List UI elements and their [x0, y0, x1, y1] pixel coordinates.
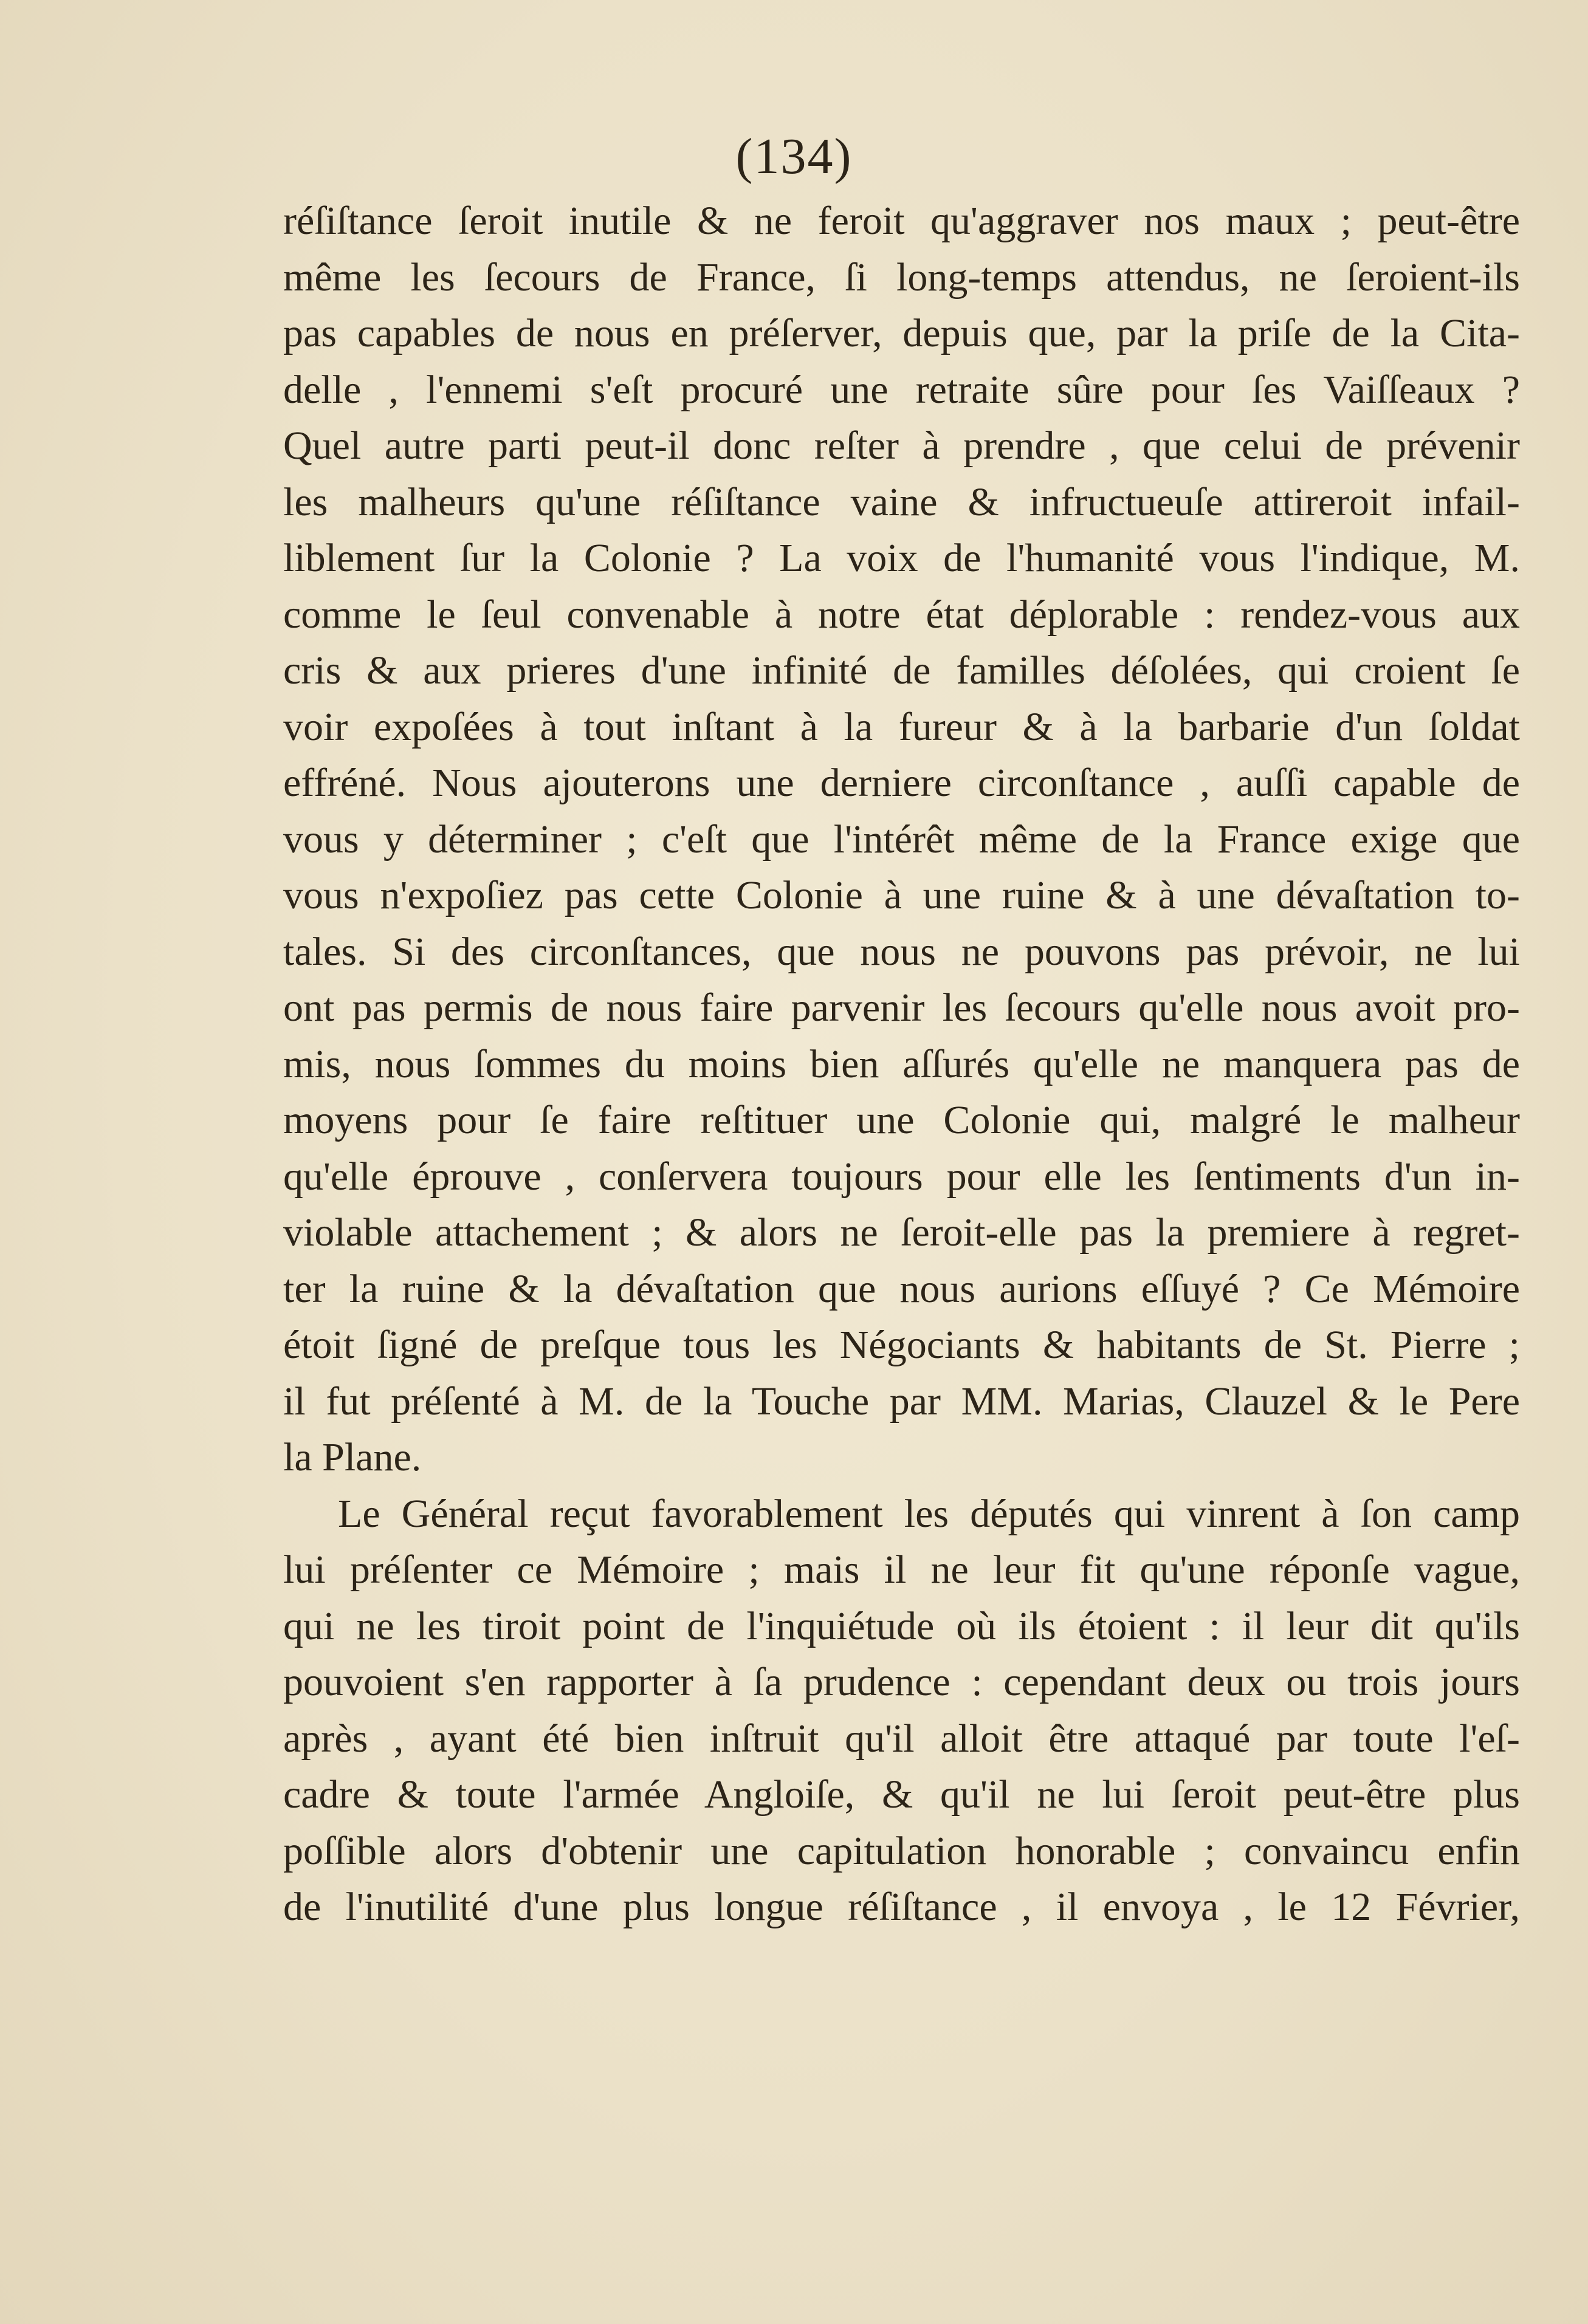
text-line: delle , l'ennemi s'eſt procuré une retraite sûre pour ſes Vaiſſeaux ?: [283, 367, 1520, 412]
text-line: voir expoſées à tout inſtant à la fureur & à la barbarie d'un ſoldat: [283, 704, 1520, 749]
text-line: tales. Si des circonſtances, que nous ne pouvons pas prévoir, ne lui: [283, 929, 1520, 974]
text-line: pouvoient s'en rapporter à ſa prudence : cependant deux ou trois jours: [283, 1660, 1520, 1704]
text-line: qu'elle éprouve , conſervera toujours pour elle les ſentiments d'un in-: [283, 1154, 1520, 1199]
text-line: de l'inutilité d'une plus longue réſiſtance , il envoya , le 12 Février,: [283, 1885, 1520, 1929]
text-line: pas capables de nous en préſerver, depuis que, par la priſe de la Cita-: [283, 311, 1520, 355]
text-line: étoit ſigné de preſque tous les Négociants & habitants de St. Pierre ;: [283, 1323, 1520, 1367]
text-line: Le Général reçut favorablement les députés qui vinrent à ſon camp: [338, 1491, 1520, 1536]
text-line: effréné. Nous ajouterons une derniere circonſtance , auſſi capable de: [283, 761, 1520, 805]
text-line: liblement ſur la Colonie ? La voix de l'humanité vous l'indique, M.: [283, 536, 1520, 580]
page-number: (134): [735, 128, 853, 185]
paragraph-2: [283, 1486, 1520, 1936]
body-text: [283, 193, 1520, 1936]
text-line: ter la ruine & la dévaſtation que nous aurions eſſuyé ? Ce Mémoire: [283, 1266, 1520, 1311]
text-line: moyens pour ſe faire reſtituer une Colonie qui, malgré le malheur: [283, 1098, 1520, 1142]
paragraph-1: [283, 193, 1520, 1486]
text-line: cadre & toute l'armée Angloiſe, & qu'il ne lui ſeroit peut-être plus: [283, 1772, 1520, 1817]
text-line: qui ne les tiroit point de l'inquiétude où ils étoient : il leur dit qu'ils: [283, 1603, 1520, 1648]
text-line: réſiſtance ſeroit inutile & ne feroit qu'aggraver nos maux ; peut-être: [283, 199, 1520, 243]
text-line: même les ſecours de France, ſi long-temps attendus, ne ſeroient-ils: [283, 255, 1520, 300]
text-line: mis, nous ſommes du moins bien aſſurés qu'elle ne manquera pas de: [283, 1041, 1520, 1086]
text-line: les malheurs qu'une réſiſtance vaine & infructueuſe attireroit infail-: [283, 479, 1520, 524]
text-line: comme le ſeul convenable à notre état déplorable : rendez-vous aux: [283, 592, 1520, 637]
text-line: il fut préſenté à M. de la Touche par MM. Marias, Clauzel & le Pere: [283, 1379, 1520, 1424]
text-line: Quel autre parti peut-il donc reſter à prendre , que celui de prévenir: [283, 423, 1520, 468]
text-line: cris & aux prieres d'une infinité de familles déſolées, qui croient ſe: [283, 648, 1520, 693]
text-line: après , ayant été bien inſtruit qu'il alloit être attaqué par toute l'eſ-: [283, 1716, 1520, 1761]
text-line: poſſible alors d'obtenir une capitulation honorable ; convaincu enfin: [283, 1828, 1520, 1873]
text-line: la Plane.: [283, 1435, 422, 1479]
text-line: lui préſenter ce Mémoire ; mais il ne leur fit qu'une réponſe vague,: [283, 1548, 1520, 1592]
text-line: violable attachement ; & alors ne ſeroit-elle pas la premiere à regret-: [283, 1210, 1520, 1255]
text-line: vous n'expoſiez pas cette Colonie à une ruine & à une dévaſtation to-: [283, 873, 1520, 917]
text-line: ont pas permis de nous faire parvenir les ſecours qu'elle nous avoit pro-: [283, 985, 1520, 1030]
text-line: vous y déterminer ; c'eſt que l'intérêt même de la France exige que: [283, 817, 1520, 862]
